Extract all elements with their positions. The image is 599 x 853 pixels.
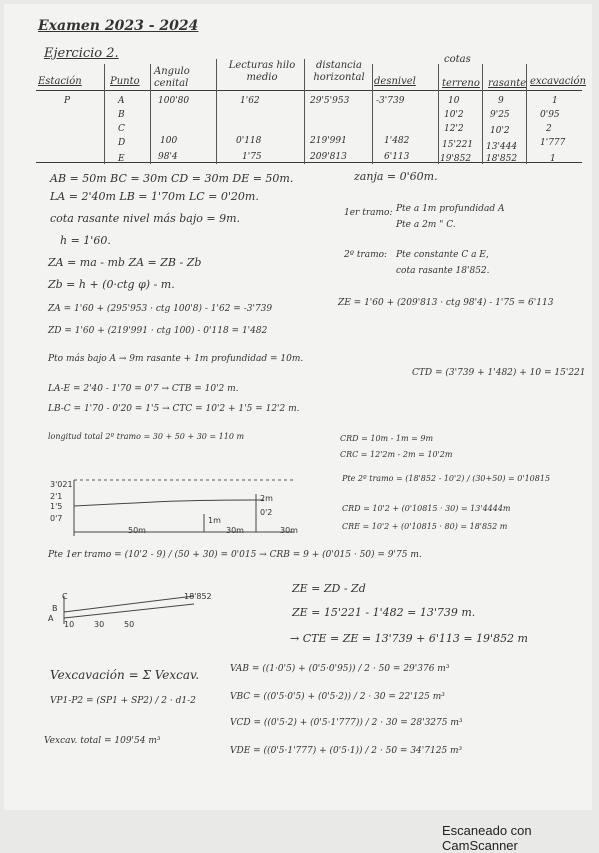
diagram-label: B (52, 604, 58, 613)
zanja-note: zanja = 0'60m. (354, 170, 438, 183)
cell-punto: B (118, 110, 125, 120)
header-rasante: rasante (488, 78, 527, 89)
table-divider (526, 64, 527, 164)
formula-za: ZA = ma - mb ZA = ZB - Zb (48, 256, 202, 269)
diagram-label: 50 (124, 620, 135, 629)
lowest-point-note: Pto más bajo A → 9m rasante + 1m profundidad = 10m. (48, 354, 304, 364)
header-excavacion: excavación (530, 76, 586, 87)
cell-angulo: 100'80 (158, 96, 190, 106)
cell-terreno: 12'2 (444, 124, 464, 134)
formula-ze-value: ZE = 1'60 + (209'813 · ctg 98'4) - 1'75 = 6'113 (338, 298, 554, 308)
ctd-note: CTD = (3'739 + 1'482) + 10 = 15'221 (412, 368, 586, 378)
vex-formula: VP1-P2 = (SP1 + SP2) / 2 · d1-2 (50, 696, 196, 706)
volume-ab: VAB = ((1·0'5) + (0'5·0'95)) / 2 · 50 = 29'376 m³ (230, 664, 450, 674)
cell-rasante: 9'25 (490, 110, 510, 120)
vex-title: Vexcavación = Σ Vexcav. (50, 668, 200, 682)
cell-angulo: 98'4 (158, 152, 178, 162)
cre-note: CRE = 10'2 + (0'10815 · 80) = 18'852 m (342, 522, 508, 531)
long-total-note: longitud total 2º tramo = 30 + 50 + 30 = 110 m (48, 432, 245, 441)
cell-rasante: 10'2 (490, 126, 510, 136)
cell-excavacion: 1 (550, 154, 556, 164)
cell-rasante: 9 (498, 96, 504, 106)
diagram-label: 30 (94, 620, 105, 629)
ze-value: ZE = 15'221 - 1'482 = 13'739 m. (292, 606, 476, 619)
diagram-label: 3'021 (50, 480, 73, 489)
pte2-note: Pte 2º tramo = (18'852 - 10'2) / (30+50) = 0'10815 (342, 474, 551, 483)
scanner-watermark: Escaneado con CamScanner (442, 823, 532, 853)
formula-zd-value: ZD = 1'60 + (219'991 · ctg 100) - 0'118 = 1'482 (48, 326, 268, 336)
diagram-label: 1'5 (50, 502, 63, 511)
table-divider (482, 64, 483, 164)
diagram-label: 30m (280, 526, 298, 535)
tramo1-line1: Pte a 1m profundidad A (396, 204, 505, 214)
cell-distancia: 29'5'953 (310, 96, 350, 106)
scanned-page (4, 4, 592, 810)
formula-zb: Zb = h + (0·ctg φ) - m. (48, 278, 175, 291)
vex-total: Vexcav. total = 109'54 m³ (44, 736, 161, 746)
table-divider (104, 64, 105, 164)
header-desnivel: desnivel (374, 76, 416, 87)
cell-rasante: 18'852 (486, 154, 518, 164)
table-divider (150, 64, 151, 164)
crd2-note: CRD = 10'2 + (0'10815 · 30) = 13'4444m (342, 504, 511, 513)
header-estacion: Estación (38, 76, 82, 87)
cell-desnivel: 6'113 (384, 152, 410, 162)
header-lecturas: Lecturas hilo medio (228, 60, 296, 83)
cell-distancia: 209'813 (310, 152, 347, 162)
cell-excavacion: 1 (552, 96, 558, 106)
volume-cd: VCD = ((0'5·2) + (0'5·1'777)) / 2 · 30 = 28'3275 m³ (230, 718, 463, 728)
cell-punto: D (118, 138, 126, 148)
lae-note: LA-E = 2'40 - 1'70 = 0'7 → CTB = 10'2 m. (48, 384, 239, 394)
cte-value: → CTE = ZE = 13'739 + 6'113 = 19'852 m (290, 632, 528, 645)
formula-za-value: ZA = 1'60 + (295'953 · ctg 100'8) - 1'62 = -3'739 (48, 304, 273, 314)
cell-terreno: 10 (448, 96, 460, 106)
diagram-label: 2m (260, 494, 273, 503)
station-cell: P (64, 96, 71, 106)
cell-lectura: 0'118 (236, 136, 262, 146)
tramo1-title: 1er tramo: (344, 208, 393, 218)
cell-excavacion: 0'95 (540, 110, 560, 120)
tramo2-title: 2º tramo: (344, 250, 388, 260)
table-divider (372, 64, 373, 164)
exam-title: Examen 2023 - 2024 (38, 18, 199, 34)
cell-desnivel: -3'739 (376, 96, 405, 106)
h-note: h = 1'60. (60, 234, 111, 247)
cell-punto: A (118, 96, 125, 106)
lengths-note: LA = 2'40m LB = 1'70m LC = 0'20m. (50, 190, 259, 203)
cell-terreno: 10'2 (444, 110, 464, 120)
cell-terreno: 15'221 (442, 140, 474, 150)
tramo2-line2: cota rasante 18'852. (396, 266, 490, 276)
table-header-line (36, 90, 582, 91)
cell-distancia: 219'991 (310, 136, 347, 146)
ze-formula: ZE = ZD - Zd (292, 582, 366, 595)
table-divider (216, 59, 217, 164)
lbc-note: LB-C = 1'70 - 0'20 = 1'5 → CTC = 10'2 + 1'5 = 12'2 m. (48, 404, 300, 414)
tramo2-line1: Pte constante C a E, (396, 250, 489, 260)
volume-bc: VBC = ((0'5·0'5) + (0'5·2)) / 2 · 30 = 22'125 m³ (230, 692, 445, 702)
diagram-label: 30m (226, 526, 244, 535)
diagram-label: 1m (208, 516, 221, 525)
crd-note: CRD = 10m - 1m = 9m (340, 434, 434, 443)
header-punto: Punto (110, 76, 140, 87)
crc-note: CRC = 12'2m - 2m = 10'2m (340, 450, 453, 459)
volume-de: VDE = ((0'5·1'777) + (0'5·1)) / 2 · 50 = 34'7125 m³ (230, 746, 463, 756)
group-label: cotas (444, 54, 471, 65)
distances-note: AB = 50m BC = 30m CD = 30m DE = 50m. (50, 172, 294, 185)
cell-lectura: 1'75 (242, 152, 262, 162)
cell-angulo: 100 (160, 136, 178, 146)
cell-punto: E (118, 154, 125, 164)
diagram-label: A (48, 614, 54, 623)
cell-excavacion: 2 (546, 124, 552, 134)
diagram-label: 0'2 (260, 508, 273, 517)
cell-excavacion: 1'777 (540, 138, 566, 148)
pte1-note: Pte 1er tramo = (10'2 - 9) / (50 + 30) = 0'015 → CRB = 9 + (0'015 · 50) = 9'75 m. (48, 550, 422, 560)
cell-rasante: 13'444 (486, 142, 518, 152)
header-distancia: distancia horizontal (313, 60, 365, 83)
tramo1-line2: Pte a 2m " C. (396, 220, 456, 230)
header-angulo: Angulo cenital (154, 66, 190, 89)
table-divider (438, 64, 439, 164)
cell-lectura: 1'62 (240, 96, 260, 106)
diagram-label: 50m (128, 526, 146, 535)
diagram-label: 18'852 (184, 592, 212, 601)
diagram-label: 2'1 (50, 492, 63, 501)
cota-rasante-note: cota rasante nivel más bajo = 9m. (50, 212, 241, 225)
cell-desnivel: 1'482 (384, 136, 410, 146)
diagram-label: 0'7 (50, 514, 63, 523)
cell-punto: C (118, 124, 125, 134)
exercise-title: Ejercicio 2. (44, 46, 119, 61)
diagram-label: C (62, 592, 68, 601)
header-terreno: terreno (442, 78, 480, 89)
table-divider (304, 59, 305, 164)
cell-terreno: 19'852 (440, 154, 472, 164)
diagram-label: 10 (64, 620, 75, 629)
